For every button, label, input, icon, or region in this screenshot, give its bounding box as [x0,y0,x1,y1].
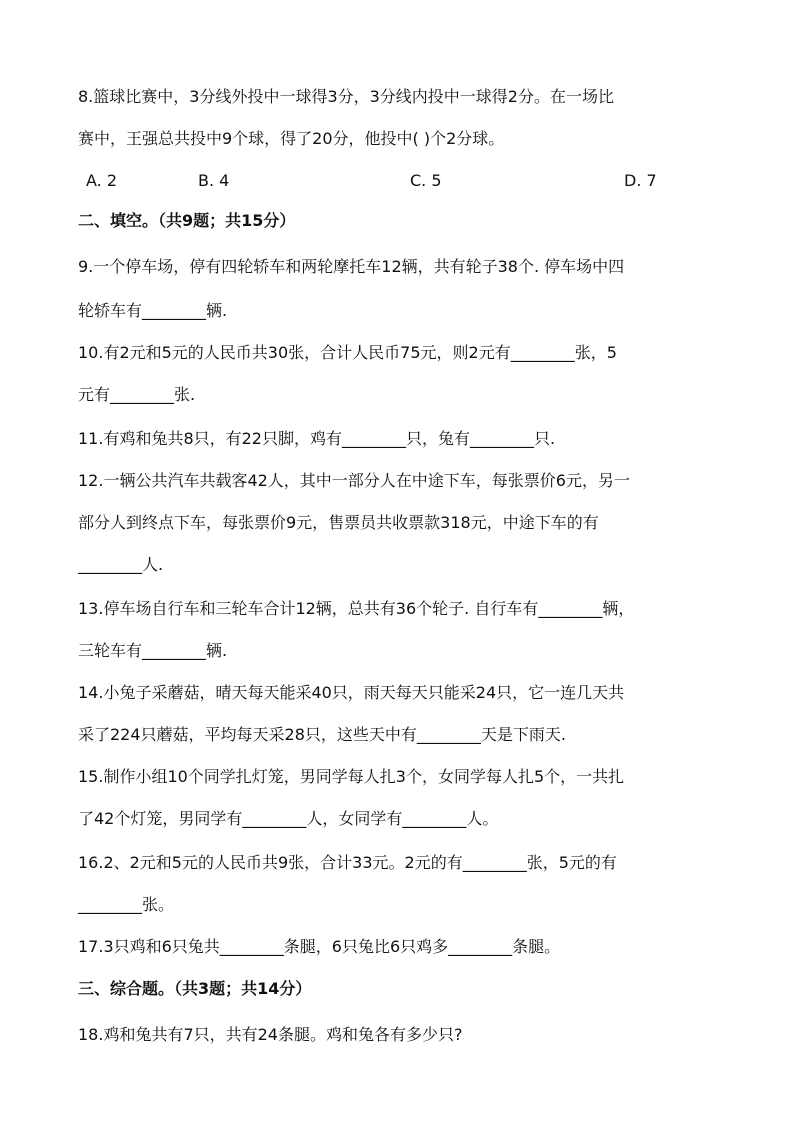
question-16-line-2: ________张。 [78,895,175,914]
question-15-line-2: 了42个灯笼，男同学有________人，女同学有________人。 [78,809,499,828]
question-13-line-2: 三轮车有________辆. [78,641,228,660]
question-18-line-1: 18.鸡和兔共有7只，共有24条腿。鸡和兔各有多少只? [78,1025,463,1044]
option-c: C. 5 [410,171,442,190]
question-9-line-1: 9.一个停车场，停有四轮轿车和两轮摩托车12辆，共有轮子38个. 停车场中四 [78,257,625,276]
question-12-line-3: ________人. [78,555,164,574]
question-12-line-2: 部分人到终点下车，每张票价9元，售票员共收票款318元，中途下车的有 [78,513,599,532]
question-8-line-2: 赛中，王强总共投中9个球，得了20分，他投中( )个2分球。 [78,129,505,148]
question-15-line-1: 15.制作小组10个同学扎灯笼，男同学每人扎3个，女同学每人扎5个，一共扎 [78,767,625,786]
question-10-line-1: 10.有2元和5元的人民币共30张，合计人民币75元，则2元有________张，5 [78,343,617,362]
question-14-line-1: 14.小兔子采蘑菇，晴天每天能采40只，雨天每天只能采24只，它一连几天共 [78,683,625,702]
option-d: D. 7 [624,171,657,190]
option-a: A. 2 [86,171,118,190]
question-16-line-1: 16.2、2元和5元的人民币共9张，合计33元。2元的有________张，5元的有 [78,853,617,872]
question-14-line-2: 采了224只蘑菇，平均每天采28只，这些天中有________天是下雨天. [78,725,566,744]
section-2-heading: 二、填空。（共9题；共15分） [78,211,296,230]
question-17-line-1: 17.3只鸡和6只兔共________条腿，6只兔比6只鸡多________条腿。 [78,937,561,956]
question-11-line-1: 11.有鸡和兔共8只，有22只脚，鸡有________只，兔有________只. [78,429,556,448]
section-3-heading: 三、综合题。（共3题；共14分） [78,979,312,998]
question-12-line-1: 12.一辆公共汽车共载客42人，其中一部分人在中途下车，每张票价6元，另一 [78,471,630,490]
question-9-line-2: 轮轿车有________辆. [78,301,228,320]
question-8-line-1: 8.篮球比赛中，3分线外投中一球得3分，3分线内投中一球得2分。在一场比 [78,87,614,106]
question-10-line-2: 元有________张. [78,385,196,404]
option-b: B. 4 [198,171,230,190]
question-13-line-1: 13.停车场自行车和三轮车合计12辆，总共有36个轮子. 自行车有________辆， [78,599,635,618]
